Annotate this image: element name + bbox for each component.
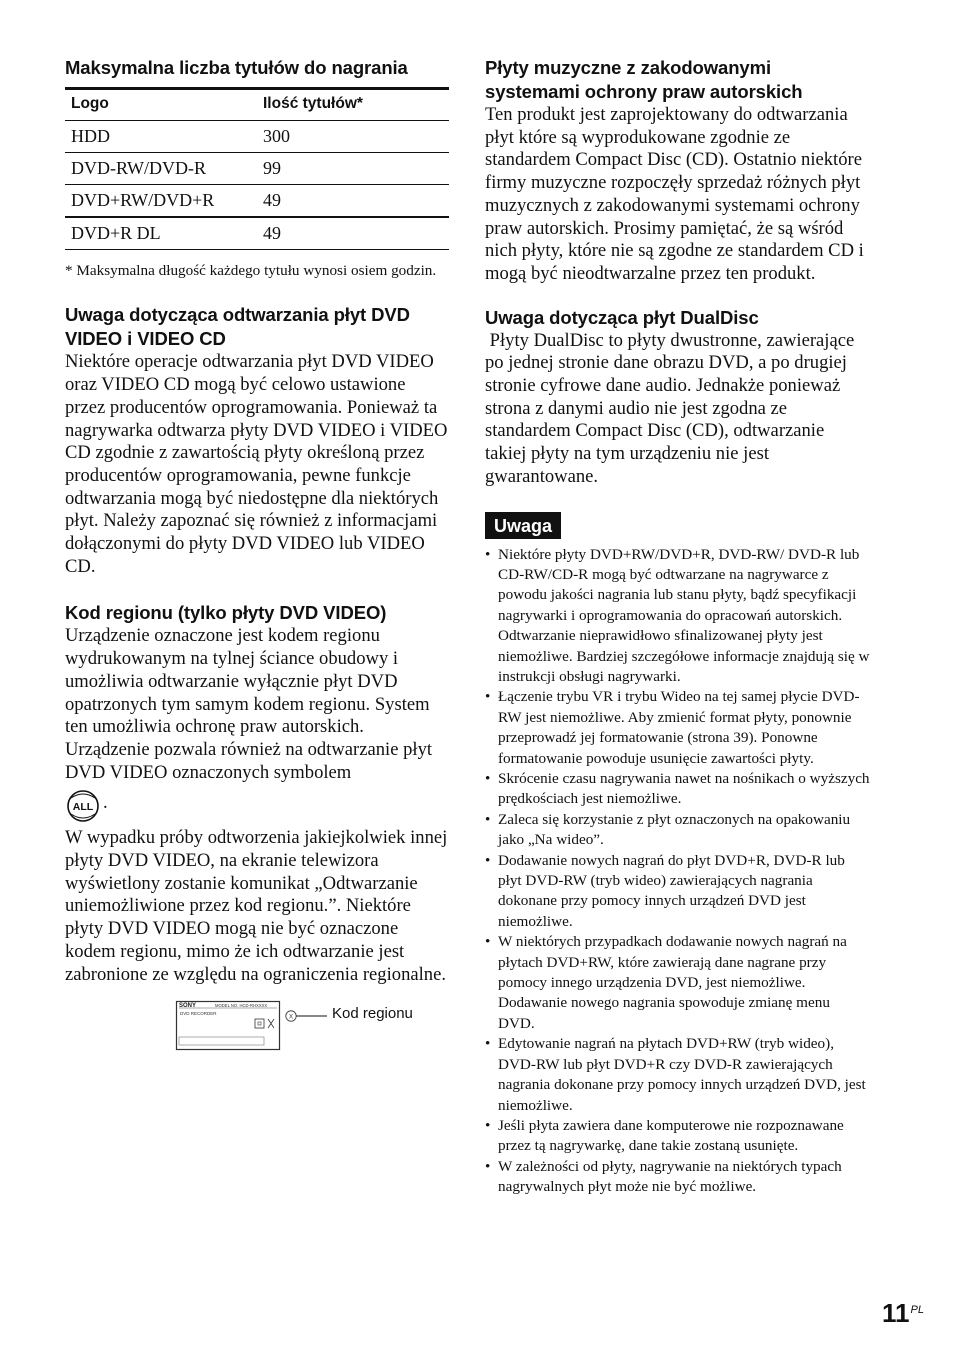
- page-number-value: 11: [882, 1298, 910, 1328]
- dvd-video-text: Niektóre operacje odtwarzania płyt DVD VIDEO oraz VIDEO CD mogą być celowo ustawione przez producentów oprogramowania. Ponieważ ta nagrywarka odtwarza płyty DVD VIDEO i VIDEO CD zgodnie z zawartością płyty określoną przez producentów oprogramowania, pewne funkcje odtwarzania mogą być niedostępne dla niektórych płyt. Należy zapoznać się również z informacjami dołączonymi do płyty DVD VIDEO lub VIDEO CD.: [65, 351, 448, 577]
- note-label-row: [485, 512, 870, 539]
- left-column: [65, 56, 449, 1060]
- table-cell-count: 300: [257, 121, 449, 153]
- page-number: [882, 1298, 923, 1329]
- region-code-heading: Kod regionu (tylko płyty DVD VIDEO): [65, 602, 387, 624]
- list-item: • W zależności od płyty, nagrywanie na niektórych typach nagrywalnych płyt może nie być możliwe.: [485, 1157, 870, 1198]
- list-item: • Edytowanie nagrań na płytach DVD+RW (tryb wideo), DVD-RW lub płyt DVD+R czy DVD-R zawierających nagrania dokonane przy pomocy innych urządzeń DVD, jest niemożliwe.: [485, 1034, 870, 1116]
- list-item: • Dodawanie nowych nagrań do płyt DVD+R, DVD-R lub płyt DVD-RW (tryb wideo) zawierających nagrania dokonane przy pomocy innych urządzeń DVD jest niemożliwe.: [485, 851, 870, 933]
- dualdisc-text: Płyty DualDisc to płyty dwustronne, zawierające po jednej stronie dane obrazu DVD, a po drugiej stronie cyfrowe dane audio. Jednakże ponieważ strona z danymi audio nie jest zgodna ze standardem Compact Disc (CD), odtwarzanie takiej płyty na tym urządzeniu nie jest gwarantowane.: [485, 329, 859, 487]
- table-header-logo: Logo: [65, 89, 257, 121]
- label-product: DVD RECORDER: [180, 1011, 217, 1017]
- all-icon-label: ALL: [72, 801, 94, 814]
- region-code-text: Urządzenie oznaczone jest kodem regionu wydrukowanym na tylnej ściance obudowy i umożliwia odtwarzanie wyłącznie płyt DVD opatrzonych tym samym kodem regionu. System ten umożliwia ochronę praw autorskich. Urządzenie pozwala również na odtwarzanie płyt DVD VIDEO oznaczonych symbolem: [65, 625, 433, 783]
- all-region-icon: [65, 788, 101, 824]
- list-item: • Łączenie trybu VR i trybu Wideo na tej samej płycie DVD-RW jest niemożliwe. Aby zmienić format płyty, ponownie przeprowadź jej formatowanie (strona 39). Ponowne formatowanie powoduje usunięcie zawartości płyty.: [485, 687, 870, 769]
- titles-table: [65, 87, 449, 250]
- table-row: [65, 217, 449, 250]
- note-label: Uwaga: [485, 512, 561, 539]
- table-cell-logo: HDD: [65, 121, 257, 153]
- copyright-heading: Płyty muzyczne z zakodowanymi systemami ochrony praw autorskich: [485, 57, 803, 102]
- dualdisc-heading: Uwaga dotycząca płyt DualDisc: [485, 306, 759, 328]
- region-code-text-2: W wypadku próby odtworzenia jakiejkolwiek innej płyty DVD VIDEO, na ekranie telewizora wyświetlony zostanie komunikat „Odtwarzanie uniemożliwione przez kod regionu.”. Niektóre płyty DVD VIDEO mogą nie być oznaczone kodem regionu, mimo że ich odtwarzanie jest zabronione ze względu na ograniczenia regionalne.: [65, 827, 448, 985]
- table-cell-logo: DVD+RW/DVD+R: [65, 185, 257, 218]
- label-region-mark: X: [288, 1014, 294, 1021]
- table-footnote: * Maksymalna długość każdego tytułu wynosi osiem godzin.: [65, 262, 437, 279]
- page-number-suffix: PL: [910, 1304, 924, 1316]
- table-cell-count: 49: [257, 217, 449, 250]
- label-model: MODEL NO. HCD-RHXXXX: [215, 1003, 268, 1009]
- table-cell-logo: DVD+R DL: [65, 217, 257, 250]
- dvd-video-heading: Uwaga dotycząca odtwarzania płyt DVD VIDEO i VIDEO CD: [65, 304, 410, 350]
- right-column: [485, 56, 870, 1198]
- table-heading: Maksymalna liczba tytułów do nagrania: [65, 57, 408, 78]
- list-item: • Skrócenie czasu nagrywania nawet na nośnikach o wyższych prędkościach jest niemożliwe.: [485, 769, 870, 810]
- table-row: [65, 185, 449, 218]
- table-cell-count: 99: [257, 153, 449, 185]
- label-brand: SONY: [179, 1003, 197, 1010]
- table-header-row: [65, 89, 449, 121]
- table-cell-count: 49: [257, 185, 449, 218]
- list-item: • W niektórych przypadkach dodawanie nowych nagrań na płytach DVD+RW, które zawierają dane nagrane przy pomocy innego urządzenia DVD, jest niemożliwe. Dodawanie nowego nagrania spowoduje zmianę menu DVD.: [485, 932, 870, 1034]
- region-label-figure: [65, 1000, 449, 1060]
- region-label-caption: Kod regionu: [332, 1005, 413, 1023]
- note-list: [485, 545, 870, 1198]
- list-item: • Niektóre płyty DVD+RW/DVD+R, DVD-RW/ DVD-R lub CD-RW/CD-R mogą być odtwarzane na nagrywarce z powodu jakości nagrania lub stanu płyty, bądź specyfikacji nagrywarki i oprogramowania do opracowań autorskich. Odtwarzanie nieprawidłowo sfinalizowanej płyty jest niemożliwe. Bardziej szczegółowe informacje znajdują się w instrukcji obsługi nagrywarki.: [485, 545, 870, 688]
- list-item: • Jeśli płyta zawiera dane komputerowe nie rozpoznawane przez tą nagrywarkę, dane takie zostaną usunięte.: [485, 1116, 870, 1157]
- table-cell-logo: DVD-RW/DVD-R: [65, 153, 257, 185]
- table-row: [65, 121, 449, 153]
- copyright-text: Ten produkt jest zaprojektowany do odtwarzania płyt które są wyprodukowane zgodnie ze standardem Compact Disc (CD). Ostatnio niektóre firmy muzyczne rozpoczęły sprzedaż różnych płyt muzycznych z zakodowanymi systemami ochrony praw autorskich. Prosimy pamiętać, że są wśród nich płyty, które nie są zgodne ze standardem CD i mogą być nieodtwarzalne przez ten produkt.: [485, 104, 864, 284]
- table-row: [65, 153, 449, 185]
- table-header-count: Ilość tytułów*: [257, 89, 449, 121]
- list-item: • Zaleca się korzystanie z płyt oznaczonych na opakowaniu jako „Na wideo”.: [485, 810, 870, 851]
- all-symbol-line: ALL .: [65, 788, 449, 824]
